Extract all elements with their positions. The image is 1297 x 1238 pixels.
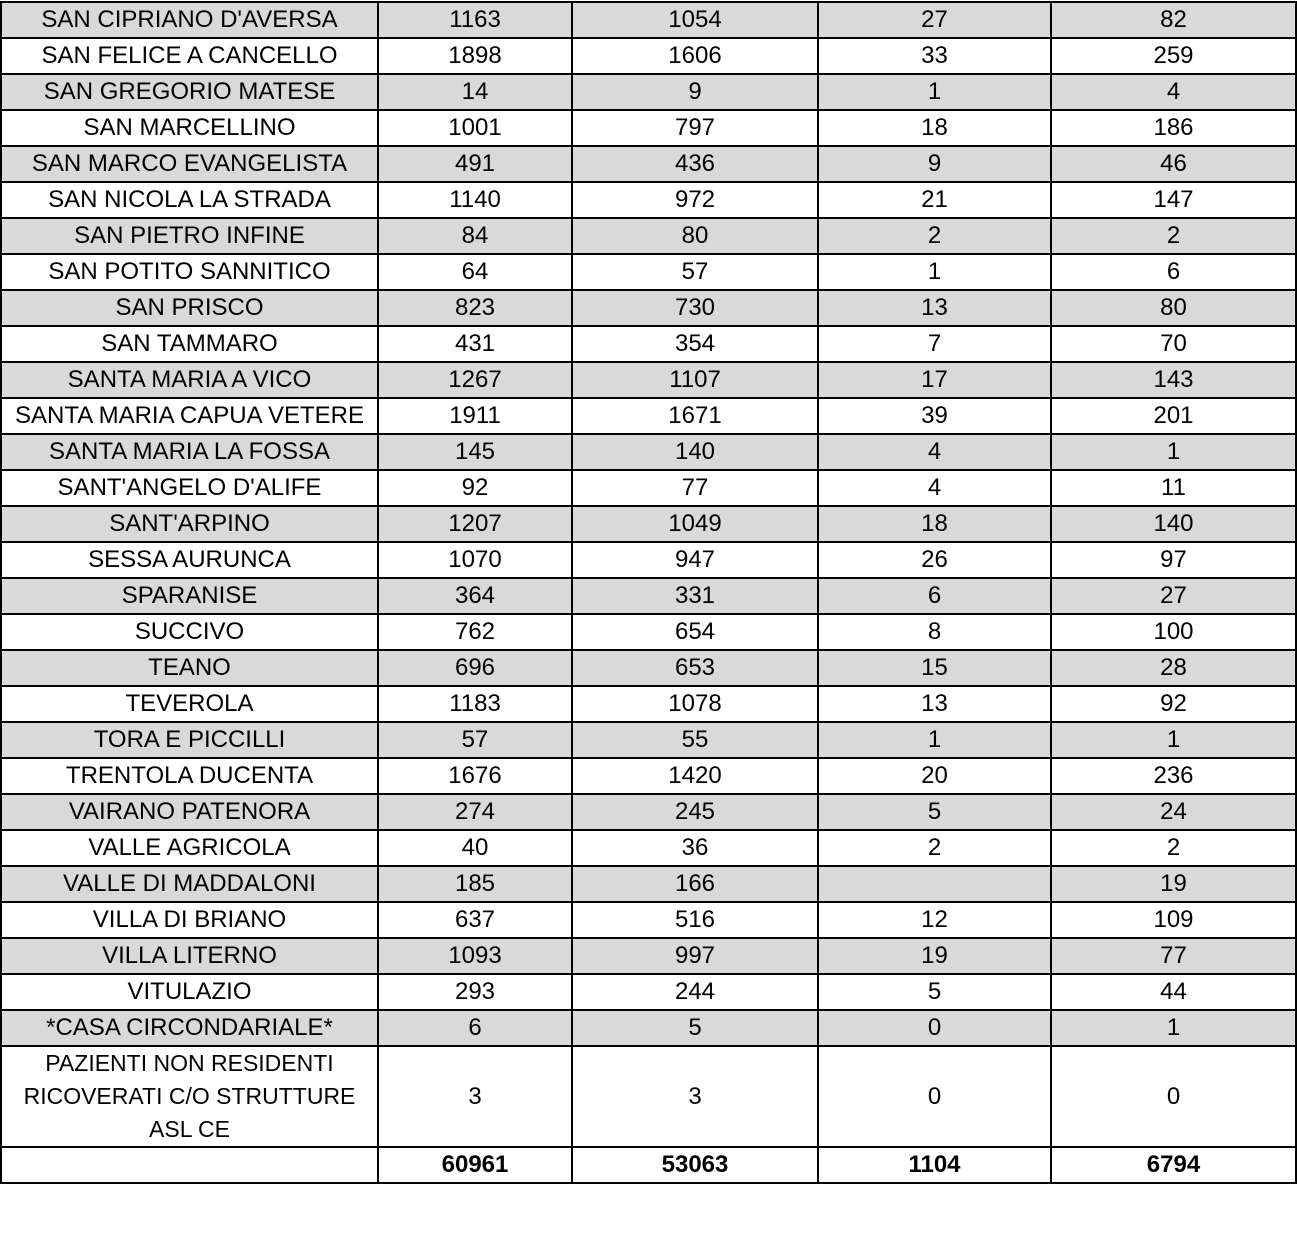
- table-row: [1, 866, 1296, 902]
- value-cell-2: 36: [572, 830, 818, 866]
- value-cell-1: 64: [378, 254, 572, 290]
- municipality-cell: SANTA MARIA CAPUA VETERE: [1, 398, 378, 434]
- value-cell-3: 13: [818, 290, 1051, 326]
- value-cell-3: 7: [818, 326, 1051, 362]
- table-row: [1, 758, 1296, 794]
- municipality-cell: SANT'ANGELO D'ALIFE: [1, 470, 378, 506]
- value-cell-1: 1898: [378, 38, 572, 74]
- municipality-cell: VILLA DI BRIANO: [1, 902, 378, 938]
- value-cell-1: 823: [378, 290, 572, 326]
- value-cell-2: 947: [572, 542, 818, 578]
- value-cell-2: 436: [572, 146, 818, 182]
- value-cell-3: 20: [818, 758, 1051, 794]
- value-cell-4: 147: [1051, 182, 1296, 218]
- totals-row: [1, 1147, 1296, 1183]
- municipality-cell: SAN TAMMARO: [1, 326, 378, 362]
- value-cell-4: 28: [1051, 650, 1296, 686]
- value-cell-3: 12: [818, 902, 1051, 938]
- table-body: [1, 2, 1296, 1183]
- table-row: [1, 506, 1296, 542]
- value-cell-2: 245: [572, 794, 818, 830]
- value-cell-2: 5: [572, 1010, 818, 1046]
- value-cell-4: 70: [1051, 326, 1296, 362]
- table-row: [1, 434, 1296, 470]
- value-cell-4: 140: [1051, 506, 1296, 542]
- total-cell-2: 53063: [572, 1147, 818, 1183]
- value-cell-2: 1054: [572, 2, 818, 38]
- value-cell-1: 1070: [378, 542, 572, 578]
- value-cell-4: 0: [1051, 1046, 1296, 1147]
- value-cell-1: 431: [378, 326, 572, 362]
- municipality-cell: PAZIENTI NON RESIDENTI RICOVERATI C/O STRUTTURE ASL CE: [1, 1046, 378, 1147]
- value-cell-4: 80: [1051, 290, 1296, 326]
- value-cell-3: 4: [818, 434, 1051, 470]
- municipality-cell: TORA E PICCILLI: [1, 722, 378, 758]
- value-cell-3: 1: [818, 254, 1051, 290]
- value-cell-1: 145: [378, 434, 572, 470]
- value-cell-1: 6: [378, 1010, 572, 1046]
- value-cell-4: 82: [1051, 2, 1296, 38]
- value-cell-3: 21: [818, 182, 1051, 218]
- value-cell-1: 1183: [378, 686, 572, 722]
- value-cell-1: 1163: [378, 2, 572, 38]
- value-cell-3: 8: [818, 614, 1051, 650]
- value-cell-3: 26: [818, 542, 1051, 578]
- value-cell-4: 1: [1051, 1010, 1296, 1046]
- municipality-cell: SAN NICOLA LA STRADA: [1, 182, 378, 218]
- value-cell-2: 1420: [572, 758, 818, 794]
- value-cell-3: 18: [818, 110, 1051, 146]
- value-cell-4: 46: [1051, 146, 1296, 182]
- municipality-cell: VITULAZIO: [1, 974, 378, 1010]
- table-row: [1, 326, 1296, 362]
- municipality-cell: SAN PRISCO: [1, 290, 378, 326]
- value-cell-2: 997: [572, 938, 818, 974]
- value-cell-1: 57: [378, 722, 572, 758]
- value-cell-4: 143: [1051, 362, 1296, 398]
- table-row: [1, 38, 1296, 74]
- totals-label-cell: [1, 1147, 378, 1183]
- value-cell-1: 364: [378, 578, 572, 614]
- value-cell-1: 1140: [378, 182, 572, 218]
- value-cell-1: 14: [378, 74, 572, 110]
- municipality-cell: SUCCIVO: [1, 614, 378, 650]
- value-cell-1: 84: [378, 218, 572, 254]
- table-row: [1, 362, 1296, 398]
- value-cell-4: 1: [1051, 434, 1296, 470]
- municipality-cell: SAN CIPRIANO D'AVERSA: [1, 2, 378, 38]
- value-cell-3: 18: [818, 506, 1051, 542]
- value-cell-3: 0: [818, 1046, 1051, 1147]
- municipality-cell: SESSA AURUNCA: [1, 542, 378, 578]
- value-cell-1: 293: [378, 974, 572, 1010]
- value-cell-1: 1207: [378, 506, 572, 542]
- table-row: [1, 398, 1296, 434]
- table-row: [1, 218, 1296, 254]
- municipality-cell: SANT'ARPINO: [1, 506, 378, 542]
- table-row: [1, 182, 1296, 218]
- table-row: [1, 686, 1296, 722]
- value-cell-2: 77: [572, 470, 818, 506]
- value-cell-3: 4: [818, 470, 1051, 506]
- municipality-cell: *CASA CIRCONDARIALE*: [1, 1010, 378, 1046]
- table-row: [1, 902, 1296, 938]
- table-row: [1, 470, 1296, 506]
- municipality-cell: SANTA MARIA A VICO: [1, 362, 378, 398]
- value-cell-3: [818, 866, 1051, 902]
- value-cell-3: 33: [818, 38, 1051, 74]
- table-row: [1, 2, 1296, 38]
- value-cell-4: 100: [1051, 614, 1296, 650]
- table-row: [1, 110, 1296, 146]
- table-row: [1, 146, 1296, 182]
- value-cell-2: 354: [572, 326, 818, 362]
- value-cell-4: 44: [1051, 974, 1296, 1010]
- value-cell-2: 516: [572, 902, 818, 938]
- value-cell-4: 92: [1051, 686, 1296, 722]
- municipality-cell: SAN POTITO SANNITICO: [1, 254, 378, 290]
- table-row: [1, 254, 1296, 290]
- value-cell-3: 9: [818, 146, 1051, 182]
- value-cell-4: 97: [1051, 542, 1296, 578]
- table-row: [1, 974, 1296, 1010]
- value-cell-3: 39: [818, 398, 1051, 434]
- municipality-cell: SANTA MARIA LA FOSSA: [1, 434, 378, 470]
- municipality-cell: VAIRANO PATENORA: [1, 794, 378, 830]
- municipality-cell: TRENTOLA DUCENTA: [1, 758, 378, 794]
- value-cell-2: 244: [572, 974, 818, 1010]
- municipality-cell: VALLE AGRICOLA: [1, 830, 378, 866]
- municipality-cell: SAN FELICE A CANCELLO: [1, 38, 378, 74]
- table-row: [1, 74, 1296, 110]
- table-row: [1, 290, 1296, 326]
- value-cell-2: 1078: [572, 686, 818, 722]
- value-cell-4: 19: [1051, 866, 1296, 902]
- total-cell-4: 6794: [1051, 1147, 1296, 1183]
- value-cell-4: 201: [1051, 398, 1296, 434]
- total-cell-3: 1104: [818, 1147, 1051, 1183]
- value-cell-4: 109: [1051, 902, 1296, 938]
- table-row: [1, 1046, 1296, 1147]
- value-cell-1: 274: [378, 794, 572, 830]
- municipality-cell: VALLE DI MADDALONI: [1, 866, 378, 902]
- value-cell-2: 9: [572, 74, 818, 110]
- value-cell-2: 797: [572, 110, 818, 146]
- value-cell-1: 1267: [378, 362, 572, 398]
- value-cell-3: 2: [818, 218, 1051, 254]
- value-cell-4: 4: [1051, 74, 1296, 110]
- value-cell-1: 1093: [378, 938, 572, 974]
- value-cell-2: 57: [572, 254, 818, 290]
- value-cell-2: 653: [572, 650, 818, 686]
- municipality-cell: SAN MARCELLINO: [1, 110, 378, 146]
- value-cell-2: 972: [572, 182, 818, 218]
- value-cell-3: 13: [818, 686, 1051, 722]
- value-cell-4: 2: [1051, 830, 1296, 866]
- value-cell-4: 186: [1051, 110, 1296, 146]
- value-cell-2: 331: [572, 578, 818, 614]
- value-cell-4: 24: [1051, 794, 1296, 830]
- value-cell-1: 40: [378, 830, 572, 866]
- value-cell-3: 15: [818, 650, 1051, 686]
- table-row: [1, 1010, 1296, 1046]
- value-cell-4: 1: [1051, 722, 1296, 758]
- value-cell-4: 236: [1051, 758, 1296, 794]
- value-cell-2: 730: [572, 290, 818, 326]
- value-cell-4: 259: [1051, 38, 1296, 74]
- value-cell-3: 27: [818, 2, 1051, 38]
- value-cell-2: 3: [572, 1046, 818, 1147]
- value-cell-2: 1671: [572, 398, 818, 434]
- value-cell-1: 762: [378, 614, 572, 650]
- value-cell-3: 17: [818, 362, 1051, 398]
- value-cell-2: 1107: [572, 362, 818, 398]
- value-cell-4: 27: [1051, 578, 1296, 614]
- value-cell-1: 1001: [378, 110, 572, 146]
- municipality-cell: SPARANISE: [1, 578, 378, 614]
- value-cell-1: 637: [378, 902, 572, 938]
- value-cell-2: 166: [572, 866, 818, 902]
- table-row: [1, 938, 1296, 974]
- municipality-cell: TEVEROLA: [1, 686, 378, 722]
- table-row: [1, 578, 1296, 614]
- value-cell-2: 1606: [572, 38, 818, 74]
- value-cell-2: 140: [572, 434, 818, 470]
- municipality-cell: SAN PIETRO INFINE: [1, 218, 378, 254]
- value-cell-3: 1: [818, 722, 1051, 758]
- value-cell-3: 0: [818, 1010, 1051, 1046]
- value-cell-1: 1911: [378, 398, 572, 434]
- value-cell-3: 5: [818, 974, 1051, 1010]
- table-row: [1, 542, 1296, 578]
- table-row: [1, 650, 1296, 686]
- municipality-cell: TEANO: [1, 650, 378, 686]
- value-cell-4: 11: [1051, 470, 1296, 506]
- value-cell-1: 1676: [378, 758, 572, 794]
- value-cell-4: 6: [1051, 254, 1296, 290]
- value-cell-4: 2: [1051, 218, 1296, 254]
- value-cell-3: 2: [818, 830, 1051, 866]
- data-table: [0, 1, 1297, 1184]
- value-cell-2: 654: [572, 614, 818, 650]
- value-cell-1: 3: [378, 1046, 572, 1147]
- value-cell-1: 92: [378, 470, 572, 506]
- value-cell-1: 491: [378, 146, 572, 182]
- municipality-cell: SAN GREGORIO MATESE: [1, 74, 378, 110]
- value-cell-3: 5: [818, 794, 1051, 830]
- municipality-cell: VILLA LITERNO: [1, 938, 378, 974]
- table-row: [1, 830, 1296, 866]
- table-row: [1, 794, 1296, 830]
- value-cell-3: 19: [818, 938, 1051, 974]
- value-cell-2: 55: [572, 722, 818, 758]
- value-cell-3: 1: [818, 74, 1051, 110]
- value-cell-2: 80: [572, 218, 818, 254]
- total-cell-1: 60961: [378, 1147, 572, 1183]
- value-cell-2: 1049: [572, 506, 818, 542]
- municipality-cell: SAN MARCO EVANGELISTA: [1, 146, 378, 182]
- value-cell-1: 185: [378, 866, 572, 902]
- value-cell-4: 77: [1051, 938, 1296, 974]
- table-row: [1, 614, 1296, 650]
- value-cell-1: 696: [378, 650, 572, 686]
- table-row: [1, 722, 1296, 758]
- value-cell-3: 6: [818, 578, 1051, 614]
